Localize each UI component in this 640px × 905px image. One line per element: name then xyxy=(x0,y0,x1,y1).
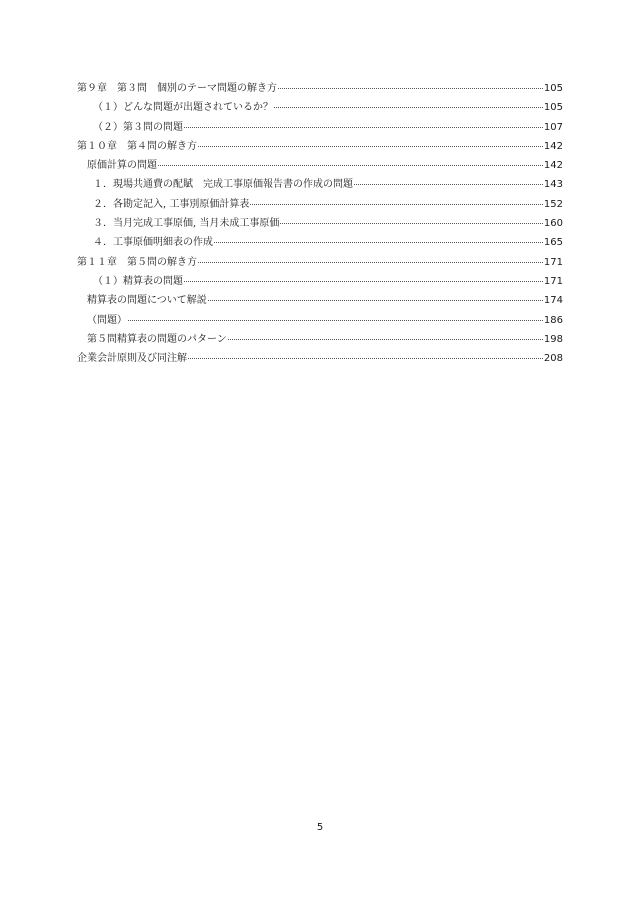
toc-entry-label: １．現場共通費の配賦 完成工事原価報告書の作成の問題 xyxy=(93,179,353,191)
toc-entry-label: 企業会計原則及び同注解 xyxy=(77,353,187,365)
dot-leader xyxy=(250,204,543,205)
toc-entry[interactable] xyxy=(77,311,563,330)
toc-entry-label: （１）精算表の問題 xyxy=(93,275,183,287)
toc-entry-label: 第１０章 第４問の解き方 xyxy=(77,140,197,152)
toc-entry[interactable] xyxy=(77,272,563,291)
toc-entry-label: （２）第３問の問題 xyxy=(93,121,183,133)
toc-entry[interactable] xyxy=(77,175,563,194)
toc-entry-page: 160 xyxy=(543,218,563,230)
toc-entry-page: 142 xyxy=(543,140,563,152)
dot-leader xyxy=(280,223,543,224)
toc-entry-label: （１）どんな問題が出題されているか？ xyxy=(93,102,273,114)
toc-entry-label: （問題） xyxy=(87,314,127,326)
dot-leader xyxy=(208,300,543,301)
toc-entry-page: 171 xyxy=(543,275,563,287)
toc-entry[interactable] xyxy=(77,156,563,175)
dot-leader xyxy=(214,242,543,243)
toc-entry-page: 208 xyxy=(543,353,563,365)
dot-leader xyxy=(274,107,543,108)
toc-entry[interactable] xyxy=(77,233,563,252)
dot-leader xyxy=(198,146,543,147)
dot-leader xyxy=(128,320,543,321)
dot-leader xyxy=(198,262,543,263)
toc-entry[interactable] xyxy=(77,137,563,156)
toc-entry[interactable] xyxy=(77,195,563,214)
dot-leader xyxy=(184,127,543,128)
page-number: 5 xyxy=(316,822,324,833)
dot-leader xyxy=(158,165,543,166)
toc-entry-page: 107 xyxy=(543,121,563,133)
toc-entry-label: 第１１章 第５問の解き方 xyxy=(77,256,197,268)
toc-entry[interactable] xyxy=(77,79,563,98)
toc-entry[interactable] xyxy=(77,253,563,272)
toc-entry-label: ２．各勘定記入, 工事別原価計算表 xyxy=(93,198,250,210)
toc-entry-label: 原価計算の問題 xyxy=(87,160,157,172)
toc-entry[interactable] xyxy=(77,118,563,137)
toc-entry-page: 152 xyxy=(543,198,563,210)
toc-entry-page: 105 xyxy=(543,83,563,94)
toc-entry-label: 第９章 第３問 個別のテーマ問題の解き方 xyxy=(77,83,277,94)
dot-leader xyxy=(228,339,543,340)
toc-entry-page: 142 xyxy=(543,160,563,172)
toc-entry-label: 精算表の問題について解説 xyxy=(87,295,207,307)
toc-entry[interactable] xyxy=(77,214,563,233)
table-of-contents xyxy=(77,79,563,368)
dot-leader xyxy=(278,88,543,89)
dot-leader xyxy=(184,281,543,282)
toc-entry-page: 143 xyxy=(543,179,563,191)
toc-entry-label: ４．工事原価明細表の作成 xyxy=(93,237,213,249)
toc-entry-page: 171 xyxy=(543,256,563,268)
toc-entry-page: 105 xyxy=(543,102,563,114)
dot-leader xyxy=(354,184,543,185)
toc-entry-page: 198 xyxy=(543,333,563,345)
toc-entry-label: ３．当月完成工事原価, 当月未成工事原価 xyxy=(93,218,280,230)
dot-leader xyxy=(188,358,543,359)
toc-entry-page: 186 xyxy=(543,314,563,326)
toc-entry[interactable] xyxy=(77,291,563,310)
toc-entry-page: 174 xyxy=(543,295,563,307)
toc-entry[interactable] xyxy=(77,330,563,349)
toc-entry-page: 165 xyxy=(543,237,563,249)
toc-entry[interactable] xyxy=(77,349,563,368)
toc-entry[interactable] xyxy=(77,98,563,117)
toc-entry-label: 第５問精算表の問題のパターン xyxy=(87,333,227,345)
